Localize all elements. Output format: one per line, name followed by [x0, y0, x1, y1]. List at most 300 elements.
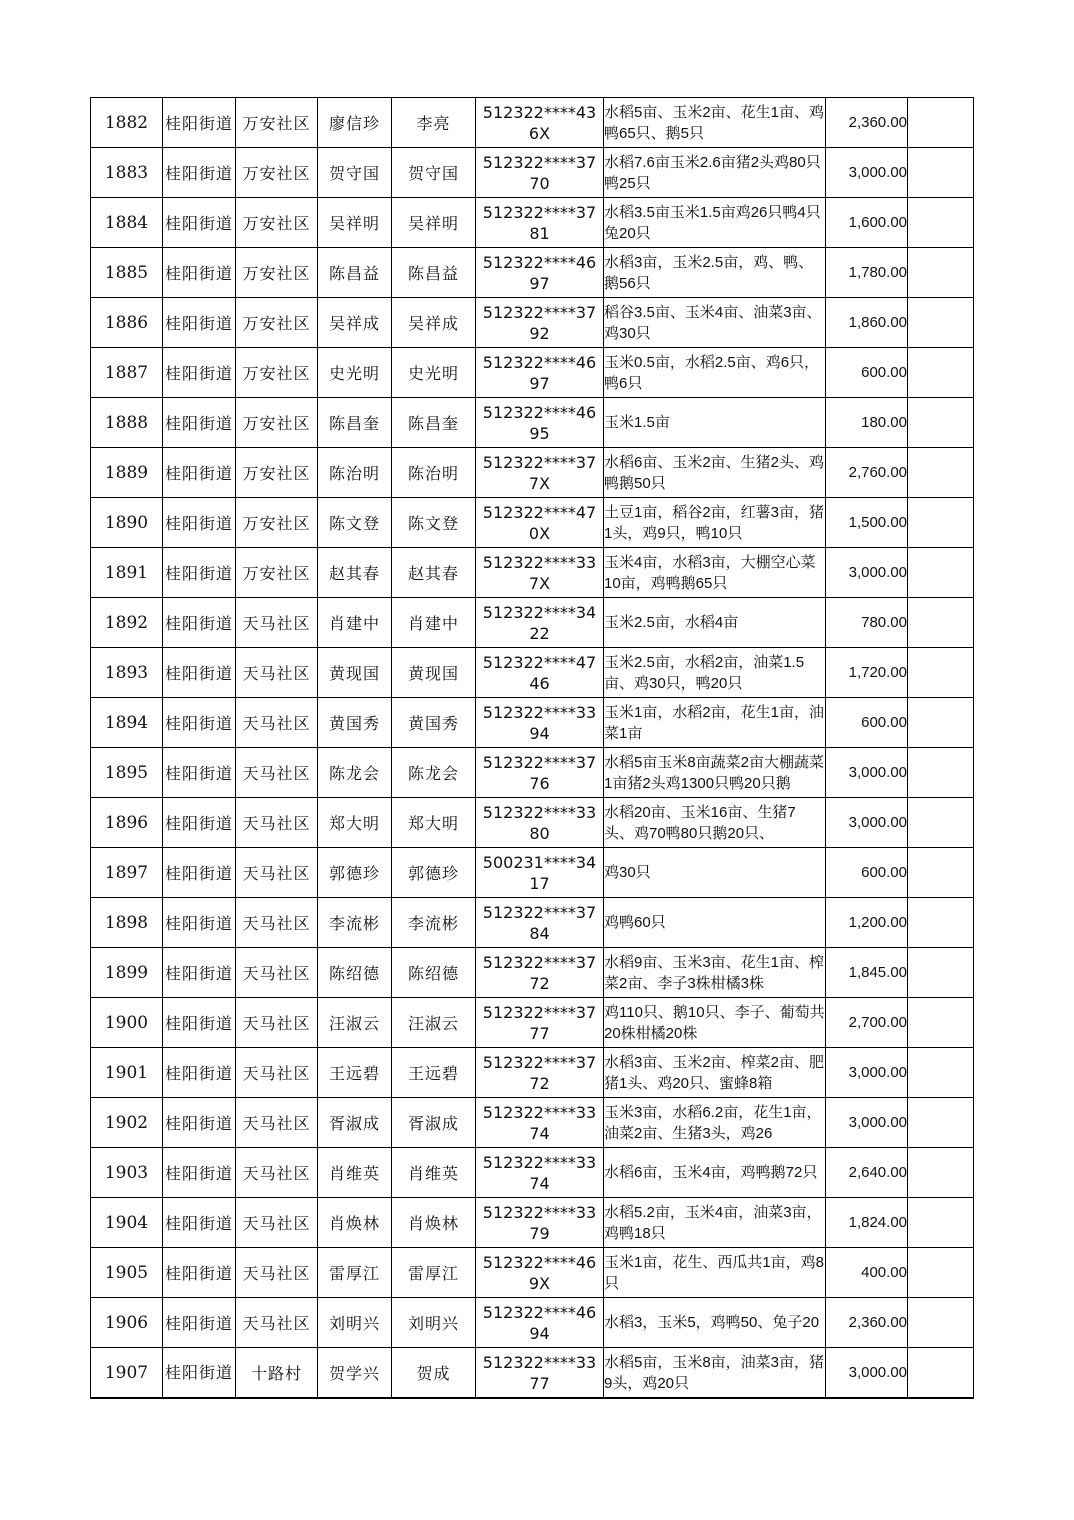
- community-cell: 万安社区: [236, 198, 318, 248]
- description-text: 水稻5亩、玉米2亩、花生1亩、鸡鸭65只、鹅5只: [604, 103, 825, 142]
- community-cell: 天马社区: [236, 1298, 318, 1348]
- id-number-cell: [476, 1248, 604, 1298]
- id-number-cell: [476, 448, 604, 498]
- payee-cell: 吴祥明: [392, 198, 476, 248]
- payee-cell: 陈绍德: [392, 948, 476, 998]
- empty-cell: [908, 198, 974, 248]
- row-number-cell: 1885: [91, 248, 163, 298]
- id-number-line2: 76: [529, 773, 550, 793]
- id-number-cell: [476, 1298, 604, 1348]
- name-cell: 史光明: [318, 348, 392, 398]
- name-cell: 肖维英: [318, 1148, 392, 1198]
- payee-cell: 郭德珍: [392, 848, 476, 898]
- description-cell: [604, 1348, 826, 1399]
- payee-cell: 黄现国: [392, 648, 476, 698]
- description-cell: [604, 298, 826, 348]
- id-number-cell: [476, 398, 604, 448]
- description-cell: [604, 98, 826, 148]
- id-number-line2: 77: [529, 1373, 550, 1393]
- row-number-cell: 1890: [91, 498, 163, 548]
- name-cell: 王远碧: [318, 1048, 392, 1098]
- name-cell: 陈文登: [318, 498, 392, 548]
- empty-cell: [908, 1348, 974, 1399]
- empty-cell: [908, 598, 974, 648]
- id-number-line2: 70: [529, 173, 550, 193]
- description-text: 水稻3，玉米5，鸡鸭50、兔子20: [604, 1314, 820, 1331]
- row-number-cell: 1905: [91, 1248, 163, 1298]
- id-number-cell: [476, 998, 604, 1048]
- id-number-line1: 512322****37: [482, 952, 597, 972]
- empty-cell: [908, 298, 974, 348]
- table-row: [91, 348, 974, 398]
- id-number-line1: 512322****37: [482, 302, 597, 322]
- name-cell: 胥淑成: [318, 1098, 392, 1148]
- description-text: 玉米4亩，水稻3亩，大棚空心菜10亩，鸡鸭鹅65只: [604, 553, 816, 592]
- table-row: [91, 648, 974, 698]
- name-cell: 陈昌益: [318, 248, 392, 298]
- community-cell: 万安社区: [236, 448, 318, 498]
- community-cell: 天马社区: [236, 948, 318, 998]
- town-cell: 桂阳街道: [163, 898, 236, 948]
- description-text: 水稻5亩，玉米8亩，油菜3亩，猪9头，鸡20只: [604, 1353, 825, 1392]
- id-number-line2: 84: [529, 923, 550, 943]
- empty-cell: [908, 848, 974, 898]
- name-cell: 陈绍德: [318, 948, 392, 998]
- town-cell: 桂阳街道: [163, 798, 236, 848]
- payee-cell: 赵其春: [392, 548, 476, 598]
- town-cell: 桂阳街道: [163, 1098, 236, 1148]
- description-text: 水稻3亩，玉米2.5亩，鸡、鸭、鹅56只: [604, 253, 814, 292]
- town-cell: 桂阳街道: [163, 148, 236, 198]
- id-number-line1: 512322****33: [482, 702, 597, 722]
- description-cell: [604, 1248, 826, 1298]
- town-cell: 桂阳街道: [163, 1048, 236, 1098]
- description-text: 水稻5.2亩，玉米4亩，油菜3亩，鸡鸭18只: [604, 1203, 822, 1242]
- empty-cell: [908, 748, 974, 798]
- town-cell: 桂阳街道: [163, 1248, 236, 1298]
- empty-cell: [908, 248, 974, 298]
- id-number-line1: 512322****47: [482, 652, 597, 672]
- amount-cell: 2,360.00: [826, 1298, 908, 1348]
- id-number-line2: 94: [529, 723, 550, 743]
- id-number-line1: 512322****37: [482, 152, 597, 172]
- table-row: [91, 548, 974, 598]
- town-cell: 桂阳街道: [163, 348, 236, 398]
- empty-cell: [908, 498, 974, 548]
- row-number-cell: 1897: [91, 848, 163, 898]
- payee-cell: 王远碧: [392, 1048, 476, 1098]
- table-row: [91, 498, 974, 548]
- id-number-line2: 74: [529, 1173, 550, 1193]
- name-cell: 肖焕林: [318, 1198, 392, 1248]
- amount-cell: 3,000.00: [826, 1348, 908, 1399]
- description-cell: [604, 998, 826, 1048]
- description-cell: [604, 1148, 826, 1198]
- name-cell: 贺学兴: [318, 1348, 392, 1399]
- amount-cell: 1,824.00: [826, 1198, 908, 1248]
- row-number-cell: 1901: [91, 1048, 163, 1098]
- description-cell: [604, 898, 826, 948]
- community-cell: 天马社区: [236, 998, 318, 1048]
- id-number-line2: 6X: [528, 123, 551, 143]
- id-number-line2: 92: [529, 323, 550, 343]
- table-row: [91, 848, 974, 898]
- amount-cell: 1,720.00: [826, 648, 908, 698]
- table-row: [91, 998, 974, 1048]
- id-number-cell: [476, 648, 604, 698]
- row-number-cell: 1903: [91, 1148, 163, 1198]
- town-cell: 桂阳街道: [163, 448, 236, 498]
- empty-cell: [908, 548, 974, 598]
- id-number-cell: [476, 898, 604, 948]
- amount-cell: 3,000.00: [826, 548, 908, 598]
- description-cell: [604, 748, 826, 798]
- table-row: [91, 598, 974, 648]
- table-row: [91, 1298, 974, 1348]
- name-cell: 廖信珍: [318, 98, 392, 148]
- empty-cell: [908, 398, 974, 448]
- amount-cell: 1,860.00: [826, 298, 908, 348]
- id-number-cell: [476, 1048, 604, 1098]
- amount-cell: 1,780.00: [826, 248, 908, 298]
- table-row: [91, 1098, 974, 1148]
- town-cell: 桂阳街道: [163, 98, 236, 148]
- description-cell: [604, 198, 826, 248]
- amount-cell: 180.00: [826, 398, 908, 448]
- row-number-cell: 1898: [91, 898, 163, 948]
- description-text: 水稻3亩、玉米2亩、榨菜2亩、肥猪1头、鸡20只、蜜蜂8箱: [604, 1053, 825, 1092]
- town-cell: 桂阳街道: [163, 1198, 236, 1248]
- amount-cell: 3,000.00: [826, 148, 908, 198]
- community-cell: 万安社区: [236, 348, 318, 398]
- table-row: [91, 948, 974, 998]
- community-cell: 天马社区: [236, 898, 318, 948]
- description-text: 水稻6亩、玉米2亩、生猪2头、鸡鸭鹅50只: [604, 453, 825, 492]
- payee-cell: 黄国秀: [392, 698, 476, 748]
- description-text: 水稻7.6亩玉米2.6亩猪2头鸡80只鸭25只: [604, 153, 821, 192]
- id-number-line2: 72: [529, 1073, 550, 1093]
- id-number-line2: 72: [529, 973, 550, 993]
- id-number-cell: [476, 148, 604, 198]
- id-number-line1: 512322****37: [482, 902, 597, 922]
- description-cell: [604, 398, 826, 448]
- description-text: 稻谷3.5亩、玉米4亩、油菜3亩、鸡30只: [604, 303, 822, 342]
- row-number-cell: 1907: [91, 1348, 163, 1399]
- id-number-line1: 512322****46: [482, 252, 597, 272]
- id-number-cell: [476, 698, 604, 748]
- description-text: 玉米1.5亩: [604, 414, 670, 431]
- id-number-line2: 77: [529, 1023, 550, 1043]
- id-number-line1: 512322****37: [482, 1002, 597, 1022]
- row-number-cell: 1899: [91, 948, 163, 998]
- town-cell: 桂阳街道: [163, 748, 236, 798]
- name-cell: 陈昌奎: [318, 398, 392, 448]
- table-row: [91, 248, 974, 298]
- row-number-cell: 1888: [91, 398, 163, 448]
- id-number-line2: 97: [529, 373, 550, 393]
- id-number-line2: 46: [529, 673, 550, 693]
- community-cell: 天马社区: [236, 1198, 318, 1248]
- name-cell: 黄现国: [318, 648, 392, 698]
- description-text: 玉米2.5亩，水稻4亩: [604, 614, 739, 631]
- name-cell: 陈治明: [318, 448, 392, 498]
- table-row: [91, 1148, 974, 1198]
- description-cell: [604, 698, 826, 748]
- amount-cell: 1,500.00: [826, 498, 908, 548]
- description-text: 水稻3.5亩玉米1.5亩鸡26只鸭4只兔20只: [604, 203, 821, 242]
- subsidy-table: [90, 97, 974, 1399]
- description-cell: [604, 1048, 826, 1098]
- id-number-line2: 74: [529, 1123, 550, 1143]
- description-cell: [604, 548, 826, 598]
- id-number-cell: [476, 948, 604, 998]
- community-cell: 万安社区: [236, 298, 318, 348]
- table-row: [91, 898, 974, 948]
- payee-cell: 贺守国: [392, 148, 476, 198]
- description-cell: [604, 148, 826, 198]
- town-cell: 桂阳街道: [163, 998, 236, 1048]
- description-cell: [604, 598, 826, 648]
- row-number-cell: 1893: [91, 648, 163, 698]
- name-cell: 陈龙会: [318, 748, 392, 798]
- table-row: [91, 698, 974, 748]
- id-number-line2: 22: [529, 623, 550, 643]
- community-cell: 天马社区: [236, 698, 318, 748]
- id-number-line1: 512322****33: [482, 1202, 597, 1222]
- payee-cell: 贺成: [392, 1348, 476, 1399]
- row-number-cell: 1884: [91, 198, 163, 248]
- id-number-cell: [476, 1348, 604, 1399]
- id-number-line1: 512322****33: [482, 1152, 597, 1172]
- id-number-cell: [476, 98, 604, 148]
- amount-cell: 1,200.00: [826, 898, 908, 948]
- community-cell: 万安社区: [236, 98, 318, 148]
- empty-cell: [908, 998, 974, 1048]
- row-number-cell: 1894: [91, 698, 163, 748]
- id-number-line1: 512322****33: [482, 552, 597, 572]
- id-number-line1: 512322****43: [482, 102, 597, 122]
- table-row: [91, 798, 974, 848]
- id-number-line1: 512322****47: [482, 502, 597, 522]
- id-number-cell: [476, 548, 604, 598]
- name-cell: 吴祥成: [318, 298, 392, 348]
- table-row: [91, 448, 974, 498]
- description-cell: [604, 248, 826, 298]
- empty-cell: [908, 798, 974, 848]
- town-cell: 桂阳街道: [163, 548, 236, 598]
- amount-cell: 1,600.00: [826, 198, 908, 248]
- payee-cell: 吴祥成: [392, 298, 476, 348]
- description-cell: [604, 448, 826, 498]
- description-cell: [604, 348, 826, 398]
- description-text: 玉米1亩，花生、西瓜共1亩，鸡8只: [604, 1253, 825, 1292]
- description-cell: [604, 648, 826, 698]
- id-number-line2: 80: [529, 823, 550, 843]
- community-cell: 天马社区: [236, 1048, 318, 1098]
- table-row: [91, 1198, 974, 1248]
- id-number-line1: 512322****46: [482, 402, 597, 422]
- empty-cell: [908, 1298, 974, 1348]
- description-cell: [604, 498, 826, 548]
- table-row: [91, 748, 974, 798]
- town-cell: 桂阳街道: [163, 398, 236, 448]
- empty-cell: [908, 1048, 974, 1098]
- town-cell: 桂阳街道: [163, 198, 236, 248]
- payee-cell: 胥淑成: [392, 1098, 476, 1148]
- id-number-line2: 7X: [528, 473, 551, 493]
- payee-cell: 陈龙会: [392, 748, 476, 798]
- row-number-cell: 1883: [91, 148, 163, 198]
- community-cell: 天马社区: [236, 748, 318, 798]
- community-cell: 天马社区: [236, 1148, 318, 1198]
- empty-cell: [908, 448, 974, 498]
- empty-cell: [908, 148, 974, 198]
- description-cell: [604, 848, 826, 898]
- row-number-cell: 1906: [91, 1298, 163, 1348]
- town-cell: 桂阳街道: [163, 298, 236, 348]
- empty-cell: [908, 1198, 974, 1248]
- town-cell: 桂阳街道: [163, 498, 236, 548]
- description-text: 玉米0.5亩，水稻2.5亩、鸡6只，鸭6只: [604, 353, 820, 392]
- amount-cell: 3,000.00: [826, 1098, 908, 1148]
- town-cell: 桂阳街道: [163, 598, 236, 648]
- id-number-line1: 512322****37: [482, 202, 597, 222]
- payee-cell: 肖建中: [392, 598, 476, 648]
- name-cell: 雷厚江: [318, 1248, 392, 1298]
- empty-cell: [908, 1148, 974, 1198]
- payee-cell: 刘明兴: [392, 1298, 476, 1348]
- row-number-cell: 1895: [91, 748, 163, 798]
- community-cell: 万安社区: [236, 548, 318, 598]
- name-cell: 吴祥明: [318, 198, 392, 248]
- amount-cell: 3,000.00: [826, 748, 908, 798]
- id-number-line1: 500231****34: [482, 852, 597, 872]
- empty-cell: [908, 948, 974, 998]
- payee-cell: 李亮: [392, 98, 476, 148]
- id-number-line2: 95: [529, 423, 550, 443]
- id-number-cell: [476, 598, 604, 648]
- description-text: 鸡110只、鹅10只、李子、葡萄共20株柑橘20株: [604, 1003, 825, 1042]
- community-cell: 天马社区: [236, 848, 318, 898]
- payee-cell: 雷厚江: [392, 1248, 476, 1298]
- id-number-cell: [476, 298, 604, 348]
- empty-cell: [908, 698, 974, 748]
- id-number-line2: 81: [529, 223, 550, 243]
- payee-cell: 陈昌奎: [392, 398, 476, 448]
- id-number-line1: 512322****37: [482, 752, 597, 772]
- id-number-line1: 512322****46: [482, 1252, 597, 1272]
- table-row: [91, 98, 974, 148]
- town-cell: 桂阳街道: [163, 1348, 236, 1399]
- id-number-line1: 512322****46: [482, 1302, 597, 1322]
- empty-cell: [908, 1098, 974, 1148]
- table-row: [91, 148, 974, 198]
- payee-cell: 史光明: [392, 348, 476, 398]
- id-number-cell: [476, 848, 604, 898]
- id-number-line1: 512322****33: [482, 1352, 597, 1372]
- id-number-line2: 79: [529, 1223, 550, 1243]
- description-text: 玉米1亩，水稻2亩，花生1亩，油菜1亩: [604, 703, 825, 742]
- row-number-cell: 1900: [91, 998, 163, 1048]
- community-cell: 万安社区: [236, 398, 318, 448]
- description-text: 水稻9亩、玉米3亩、花生1亩、榨菜2亩、李子3株柑橘3株: [604, 953, 825, 992]
- town-cell: 桂阳街道: [163, 648, 236, 698]
- name-cell: 贺守国: [318, 148, 392, 198]
- amount-cell: 3,000.00: [826, 1048, 908, 1098]
- table-row: [91, 198, 974, 248]
- description-cell: [604, 948, 826, 998]
- id-number-line1: 512322****34: [482, 602, 597, 622]
- id-number-line2: 97: [529, 273, 550, 293]
- id-number-line1: 512322****37: [482, 1052, 597, 1072]
- amount-cell: 2,760.00: [826, 448, 908, 498]
- row-number-cell: 1882: [91, 98, 163, 148]
- description-text: 水稻5亩玉米8亩蔬菜2亩大棚蔬菜1亩猪2头鸡1300只鸭20只鹅: [604, 753, 825, 792]
- id-number-cell: [476, 198, 604, 248]
- amount-cell: 600.00: [826, 348, 908, 398]
- id-number-cell: [476, 348, 604, 398]
- id-number-line2: 9X: [528, 1273, 551, 1293]
- table-row: [91, 1248, 974, 1298]
- table-row: [91, 1048, 974, 1098]
- id-number-cell: [476, 1198, 604, 1248]
- table-body: [91, 98, 974, 1399]
- payee-cell: 肖焕林: [392, 1198, 476, 1248]
- name-cell: 李流彬: [318, 898, 392, 948]
- payee-cell: 陈治明: [392, 448, 476, 498]
- town-cell: 桂阳街道: [163, 848, 236, 898]
- amount-cell: 1,845.00: [826, 948, 908, 998]
- row-number-cell: 1902: [91, 1098, 163, 1148]
- empty-cell: [908, 648, 974, 698]
- amount-cell: 2,640.00: [826, 1148, 908, 1198]
- payee-cell: 肖维英: [392, 1148, 476, 1198]
- community-cell: 十路村: [236, 1348, 318, 1399]
- id-number-line1: 512322****46: [482, 352, 597, 372]
- id-number-cell: [476, 498, 604, 548]
- community-cell: 天马社区: [236, 598, 318, 648]
- empty-cell: [908, 1248, 974, 1298]
- amount-cell: 2,360.00: [826, 98, 908, 148]
- amount-cell: 780.00: [826, 598, 908, 648]
- community-cell: 天马社区: [236, 1098, 318, 1148]
- id-number-cell: [476, 1098, 604, 1148]
- id-number-cell: [476, 248, 604, 298]
- community-cell: 万安社区: [236, 498, 318, 548]
- description-cell: [604, 1098, 826, 1148]
- amount-cell: 3,000.00: [826, 798, 908, 848]
- description-text: 鸡鸭60只: [604, 914, 666, 931]
- community-cell: 天马社区: [236, 1248, 318, 1298]
- amount-cell: 400.00: [826, 1248, 908, 1298]
- amount-cell: 600.00: [826, 698, 908, 748]
- payee-cell: 郑大明: [392, 798, 476, 848]
- id-number-line1: 512322****37: [482, 452, 597, 472]
- description-text: 土豆1亩，稻谷2亩，红薯3亩，猪1头，鸡9只，鸭10只: [604, 503, 825, 542]
- description-cell: [604, 798, 826, 848]
- name-cell: 郭德珍: [318, 848, 392, 898]
- id-number-line2: 17: [529, 873, 550, 893]
- table-row: [91, 1348, 974, 1399]
- row-number-cell: 1892: [91, 598, 163, 648]
- payee-cell: 李流彬: [392, 898, 476, 948]
- empty-cell: [908, 898, 974, 948]
- id-number-line2: 0X: [528, 523, 551, 543]
- description-text: 玉米2.5亩，水稻2亩，油菜1.5亩、鸡30只，鸭20只: [604, 653, 805, 692]
- description-text: 水稻20亩、玉米16亩、生猪7头、鸡70鸭80只鹅20只、: [604, 803, 796, 842]
- town-cell: 桂阳街道: [163, 698, 236, 748]
- id-number-line2: 94: [529, 1323, 550, 1343]
